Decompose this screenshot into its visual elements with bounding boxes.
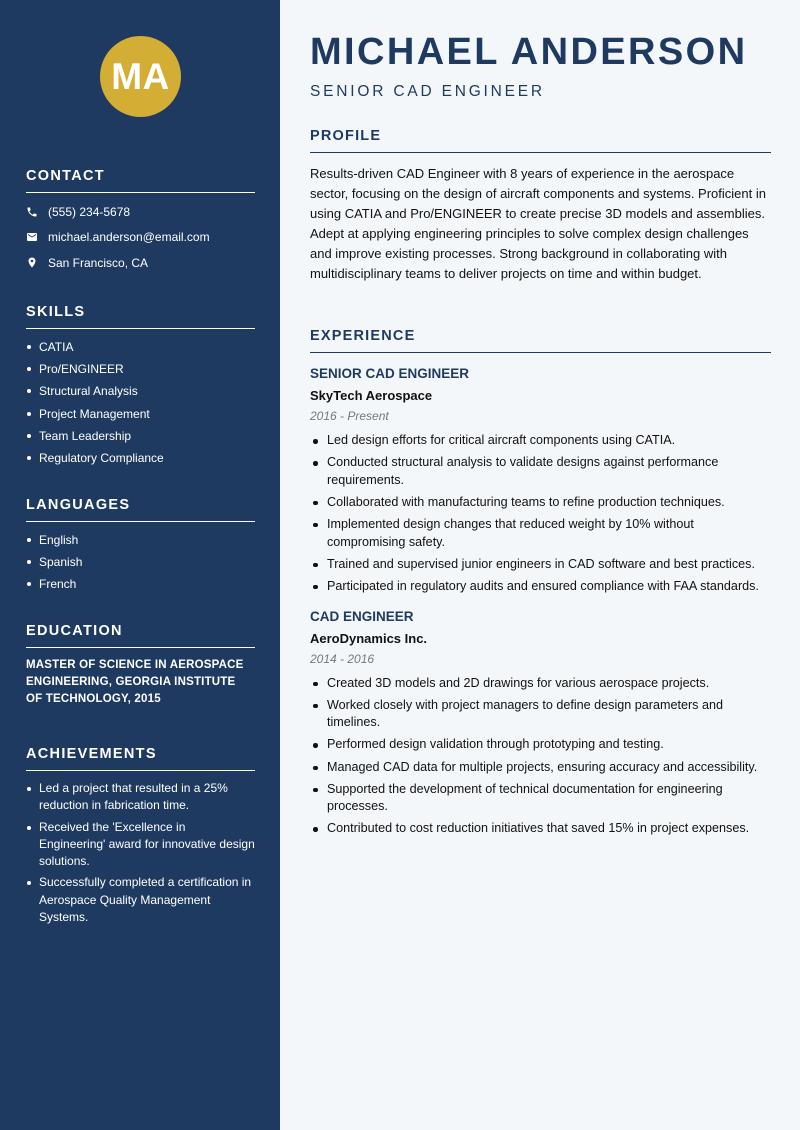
language-item: French: [26, 573, 255, 595]
achievement-item: Successfully completed a certification in Aerospace Quality Management Systems.: [26, 874, 255, 926]
job-bullet: Contributed to cost reduction initiatives that saved 15% in project expenses.: [310, 820, 771, 838]
skill-item: Regulatory Compliance: [26, 447, 255, 469]
profile-heading: PROFILE: [310, 128, 771, 153]
contact-section: [26, 168, 255, 276]
skill-item: Project Management: [26, 403, 255, 425]
education-degree: MASTER OF SCIENCE IN AEROSPACE ENGINEERING, GEORGIA INSTITUTE OF TECHNOLOGY, 2015: [26, 659, 244, 705]
avatar: MA: [100, 36, 181, 117]
contact-location: [26, 250, 255, 276]
skill-item: Pro/ENGINEER: [26, 358, 255, 380]
languages-section: [26, 497, 255, 596]
skills-list: [26, 336, 255, 469]
contact-phone-text: (555) 234-5678: [48, 204, 131, 219]
languages-heading: LANGUAGES: [26, 497, 255, 522]
language-item: English: [26, 529, 255, 551]
job-company: SkyTech Aerospace: [310, 388, 433, 403]
job-bullets: [310, 675, 771, 839]
languages-list: [26, 529, 255, 596]
job-bullets: [310, 432, 771, 596]
email-icon: [26, 231, 48, 243]
job-title: CAD ENGINEER: [310, 608, 414, 624]
contact-location-text: San Francisco, CA: [48, 255, 149, 270]
job-dates: 2014 - 2016: [310, 651, 375, 666]
job-bullet: Supported the development of technical documentation for engineering processes.: [310, 781, 771, 816]
job-dates: 2016 - Present: [310, 409, 389, 423]
job-bullet: Worked closely with project managers to define design parameters and timelines.: [310, 697, 771, 732]
phone-icon: [26, 206, 48, 218]
education-heading: EDUCATION: [26, 623, 255, 648]
education-section: [26, 623, 255, 708]
skill-item: Structural Analysis: [26, 380, 255, 402]
job-company: AeroDynamics Inc.: [310, 630, 428, 646]
experience-heading: EXPERIENCE: [310, 328, 771, 353]
achievement-item: Received the 'Excellence in Engineering' award for innovative design solutions.: [26, 819, 255, 871]
location-icon: [26, 256, 48, 269]
candidate-name: MICHAEL ANDERSON: [310, 31, 748, 73]
profile-summary: Results-driven CAD Engineer with 8 years of experience in the aerospace sector, focusing on the design of aircraft components and systems. Proficient in using CATIA and Pro/ENGINEER to create precise 3D models and assemblies. Adept at applying engineering principles to solve complex design challenges and improve existing processes. Strong background in collaborating with multidisciplinary teams to deliver projects on time and within budget.: [310, 166, 766, 282]
job-bullet: Trained and supervised junior engineers in CAD software and best practices.: [310, 556, 771, 574]
job-bullet: Collaborated with manufacturing teams to refine production techniques.: [310, 494, 771, 512]
job-bullet: Managed CAD data for multiple projects, ensuring accuracy and accessibility.: [310, 759, 771, 777]
job-title: SENIOR CAD ENGINEER: [310, 366, 470, 381]
contact-phone: [26, 199, 255, 225]
language-item: Spanish: [26, 551, 255, 573]
skill-item: Team Leadership: [26, 425, 255, 447]
contact-list: [26, 199, 255, 276]
profile-section: [310, 128, 771, 285]
achievements-section: [26, 746, 255, 930]
skill-item: CATIA: [26, 336, 255, 358]
candidate-title: SENIOR CAD ENGINEER: [310, 83, 545, 100]
achievement-item: Led a project that resulted in a 25% reduction in fabrication time.: [26, 780, 255, 815]
skills-section: [26, 304, 255, 469]
skills-heading: SKILLS: [26, 304, 255, 329]
job-entry: [310, 609, 771, 839]
job-bullet: Performed design validation through prototyping and testing.: [310, 736, 771, 754]
job-bullet: Participated in regulatory audits and ensured compliance with FAA standards.: [310, 578, 771, 596]
achievements-list: [26, 780, 255, 926]
achievements-heading: ACHIEVEMENTS: [26, 746, 255, 771]
job-bullet: Created 3D models and 2D drawings for various aerospace projects.: [310, 675, 771, 693]
job-bullet: Led design efforts for critical aircraft components using CATIA.: [310, 432, 771, 450]
contact-email: [26, 225, 255, 251]
job-entry: [310, 366, 771, 596]
job-bullet: Conducted structural analysis to validate designs against performance requirements.: [310, 454, 771, 489]
contact-heading: CONTACT: [26, 168, 255, 193]
experience-section: [310, 328, 771, 843]
sidebar: [0, 0, 280, 1130]
job-bullet: Implemented design changes that reduced weight by 10% without compromising safety.: [310, 516, 771, 551]
contact-email-text: michael.anderson@email.com: [48, 230, 210, 245]
